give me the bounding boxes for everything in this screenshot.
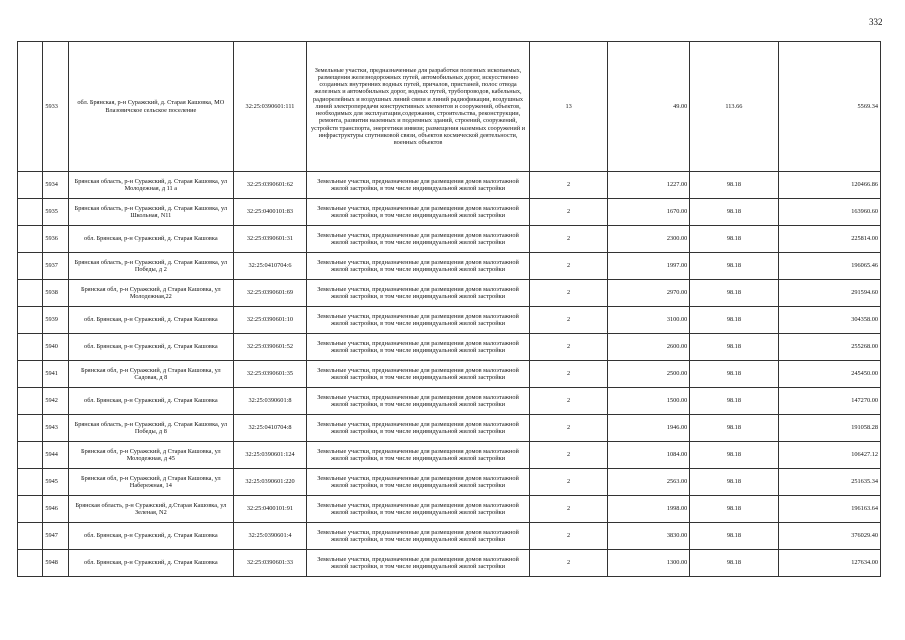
area-cell: 2300.00 <box>608 226 690 253</box>
use-group-cell: 2 <box>530 307 608 334</box>
blank-cell <box>18 523 43 550</box>
cadastral-value-cell: 251635.34 <box>778 469 880 496</box>
cadastral-number-cell: 32:25:0400101:91 <box>233 496 306 523</box>
cadastral-value-cell: 191058.28 <box>778 415 880 442</box>
address-cell: обл. Брянская, р-н Суражский, д. Старая Кашовка <box>68 226 233 253</box>
area-cell: 1670.00 <box>608 199 690 226</box>
row-number-cell: 5936 <box>43 226 68 253</box>
blank-cell <box>18 550 43 577</box>
table-row <box>18 280 881 307</box>
cadastral-value-cell: 147270.00 <box>778 388 880 415</box>
specific-value-cell: 98.18 <box>690 307 778 334</box>
specific-value-cell: 98.18 <box>690 199 778 226</box>
cadastral-number-cell: 32:25:0390601:69 <box>233 280 306 307</box>
cadastral-value-cell: 291594.60 <box>778 280 880 307</box>
permitted-use-cell: Земельные участки, предназначенные для размещения домов малоэтажной жилой застройки, в том числе индивидуальной жилой застройки <box>306 226 529 253</box>
row-number-cell: 5946 <box>43 496 68 523</box>
blank-cell <box>18 307 43 334</box>
cadastral-number-cell: 32:25:0390601:4 <box>233 523 306 550</box>
permitted-use-cell: Земельные участки, предназначенные для размещения домов малоэтажной жилой застройки, в том числе индивидуальной жилой застройки <box>306 550 529 577</box>
blank-cell <box>18 388 43 415</box>
row-number-cell: 5934 <box>43 172 68 199</box>
use-group-cell: 2 <box>530 172 608 199</box>
blank-cell <box>18 253 43 280</box>
cadastral-number-cell: 32:25:0390601:31 <box>233 226 306 253</box>
cadastral-number-cell: 32:25:0410704:8 <box>233 415 306 442</box>
area-cell: 1500.00 <box>608 388 690 415</box>
permitted-use-cell: Земельные участки, предназначенные для размещения домов малоэтажной жилой застройки, в том числе индивидуальной жилой застройки <box>306 442 529 469</box>
address-cell: Брянская область, р-н Суражский, д.Старая Кашовка, ул Зеленая, N2 <box>68 496 233 523</box>
cadastral-value-cell: 376029.40 <box>778 523 880 550</box>
specific-value-cell: 98.18 <box>690 253 778 280</box>
area-cell: 1998.00 <box>608 496 690 523</box>
area-cell: 1227.00 <box>608 172 690 199</box>
use-group-cell: 2 <box>530 496 608 523</box>
use-group-cell: 2 <box>530 280 608 307</box>
address-cell: обл. Брянская, р-н Суражский, д. Старая Кашовка <box>68 550 233 577</box>
table-row <box>18 550 881 577</box>
permitted-use-cell: Земельные участки, предназначенные для размещения домов малоэтажной жилой застройки, в том числе индивидуальной жилой застройки <box>306 496 529 523</box>
permitted-use-cell: Земельные участки, предназначенные для размещения домов малоэтажной жилой застройки, в том числе индивидуальной жилой застройки <box>306 415 529 442</box>
area-cell: 2600.00 <box>608 334 690 361</box>
table-row <box>18 469 881 496</box>
blank-cell <box>18 280 43 307</box>
specific-value-cell: 98.18 <box>690 469 778 496</box>
cadastral-number-cell: 32:25:0390601:33 <box>233 550 306 577</box>
row-number-cell: 5944 <box>43 442 68 469</box>
blank-cell <box>18 42 43 172</box>
specific-value-cell: 98.18 <box>690 550 778 577</box>
page-number: 332 <box>869 17 883 27</box>
address-cell: обл. Брянская, р-н Суражский, д. Старая Кашовка <box>68 334 233 361</box>
address-cell: Брянская обл, р-н Суражский, д Старая Кашовка, ул Молодежная,22 <box>68 280 233 307</box>
cadastral-value-cell: 225814.00 <box>778 226 880 253</box>
table-row <box>18 496 881 523</box>
area-cell: 3100.00 <box>608 307 690 334</box>
permitted-use-cell: Земельные участки, предназначенные для размещения домов малоэтажной жилой застройки, в том числе индивидуальной жилой застройки <box>306 307 529 334</box>
blank-cell <box>18 172 43 199</box>
area-cell: 1300.00 <box>608 550 690 577</box>
permitted-use-cell: Земельные участки, предназначенные для размещения домов малоэтажной жилой застройки, в том числе индивидуальной жилой застройки <box>306 388 529 415</box>
permitted-use-cell: Земельные участки, предназначенные для размещения домов малоэтажной жилой застройки, в том числе индивидуальной жилой застройки <box>306 199 529 226</box>
permitted-use-cell: Земельные участки, предназначенные для размещения домов малоэтажной жилой застройки, в том числе индивидуальной жилой застройки <box>306 469 529 496</box>
specific-value-cell: 113.66 <box>690 42 778 172</box>
row-number-cell: 5938 <box>43 280 68 307</box>
cadastral-value-cell: 163960.60 <box>778 199 880 226</box>
area-cell: 2970.00 <box>608 280 690 307</box>
address-cell: обл. Брянская, р-н Суражский, д. Старая Кашовка, МО Влазовичское сельское поселение <box>68 42 233 172</box>
row-number-cell: 5942 <box>43 388 68 415</box>
address-cell: обл. Брянская, р-н Суражский, д. Старая Кашовка <box>68 388 233 415</box>
cadastral-value-cell: 304358.00 <box>778 307 880 334</box>
specific-value-cell: 98.18 <box>690 496 778 523</box>
cadastral-number-cell: 32:25:0410704:6 <box>233 253 306 280</box>
area-cell: 1946.00 <box>608 415 690 442</box>
cadastral-number-cell: 32:25:0390601:8 <box>233 388 306 415</box>
cadastral-value-cell: 245450.00 <box>778 361 880 388</box>
permitted-use-cell: Земельные участки, предназначенные для разработки полезных ископаемых, размещения железнодорожных путей, автомобильных дорог, искусственно созданных внутренних водных путей, причалов, пристаней, полос отвода железных и автомобильных дорог, водных путей, трубопроводов, кабельных, радиорелейных и воздушных линий связи и линий радиофикации, воздушных линий электропередачи конструктивных элементов и сооружений, объектов, необходимых для эксплуатации,содержания, строительства, реконструкции, ремонта, развития наземных и подземных зданий, строений, сооружений, устройств транспорта, энергетики инвязи; размещения наземных сооружений и инфраструктуры спутниковой связи, объектов космической деятельности, военных объектов <box>306 42 529 172</box>
blank-cell <box>18 361 43 388</box>
row-number-cell: 5939 <box>43 307 68 334</box>
row-number-cell: 5948 <box>43 550 68 577</box>
table-row <box>18 172 881 199</box>
specific-value-cell: 98.18 <box>690 388 778 415</box>
table-body <box>18 42 881 577</box>
permitted-use-cell: Земельные участки, предназначенные для размещения домов малоэтажной жилой застройки, в том числе индивидуальной жилой застройки <box>306 361 529 388</box>
blank-cell <box>18 226 43 253</box>
use-group-cell: 2 <box>530 550 608 577</box>
specific-value-cell: 98.18 <box>690 523 778 550</box>
cadastral-value-cell: 255268.00 <box>778 334 880 361</box>
address-cell: Брянская область, р-н Суражский, д. Старая Кашовка, ул Победы, д 8 <box>68 415 233 442</box>
table-row <box>18 388 881 415</box>
area-cell: 1084.00 <box>608 442 690 469</box>
specific-value-cell: 98.18 <box>690 361 778 388</box>
cadastral-number-cell: 32:25:0390601:52 <box>233 334 306 361</box>
use-group-cell: 2 <box>530 253 608 280</box>
cadastral-number-cell: 32:25:0390601:111 <box>233 42 306 172</box>
area-cell: 2500.00 <box>608 361 690 388</box>
blank-cell <box>18 199 43 226</box>
address-cell: Брянская область, р-н Суражский, д. Старая Кашовка, ул Победы, д 2 <box>68 253 233 280</box>
use-group-cell: 2 <box>530 199 608 226</box>
table-row <box>18 334 881 361</box>
area-cell: 49.00 <box>608 42 690 172</box>
use-group-cell: 2 <box>530 523 608 550</box>
row-number-cell: 5935 <box>43 199 68 226</box>
table-row <box>18 42 881 172</box>
use-group-cell: 2 <box>530 334 608 361</box>
row-number-cell: 5947 <box>43 523 68 550</box>
use-group-cell: 2 <box>530 361 608 388</box>
row-number-cell: 5945 <box>43 469 68 496</box>
blank-cell <box>18 496 43 523</box>
row-number-cell: 5943 <box>43 415 68 442</box>
permitted-use-cell: Земельные участки, предназначенные для размещения домов малоэтажной жилой застройки, в том числе индивидуальной жилой застройки <box>306 280 529 307</box>
address-cell: Брянская область, р-н Суражский, д. Старая Кашовка, ул Школьная, N11 <box>68 199 233 226</box>
address-cell: обл. Брянская, р-н Суражский, д. Старая Кашовка <box>68 307 233 334</box>
table-row <box>18 226 881 253</box>
table-row <box>18 523 881 550</box>
row-number-cell: 5940 <box>43 334 68 361</box>
specific-value-cell: 98.18 <box>690 442 778 469</box>
cadastral-value-cell: 5569.34 <box>778 42 880 172</box>
use-group-cell: 2 <box>530 442 608 469</box>
area-cell: 1997.00 <box>608 253 690 280</box>
area-cell: 2563.00 <box>608 469 690 496</box>
cadastral-value-cell: 106427.12 <box>778 442 880 469</box>
blank-cell <box>18 469 43 496</box>
cadastral-number-cell: 32:25:0390601:220 <box>233 469 306 496</box>
table-row <box>18 253 881 280</box>
blank-cell <box>18 415 43 442</box>
permitted-use-cell: Земельные участки, предназначенные для размещения домов малоэтажной жилой застройки, в том числе индивидуальной жилой застройки <box>306 334 529 361</box>
permitted-use-cell: Земельные участки, предназначенные для размещения домов малоэтажной жилой застройки, в том числе индивидуальной жилой застройки <box>306 172 529 199</box>
land-registry-table <box>17 41 881 577</box>
specific-value-cell: 98.18 <box>690 280 778 307</box>
table-row <box>18 307 881 334</box>
table-row <box>18 442 881 469</box>
cadastral-value-cell: 196065.46 <box>778 253 880 280</box>
cadastral-number-cell: 32:25:0390601:10 <box>233 307 306 334</box>
row-number-cell: 5941 <box>43 361 68 388</box>
area-cell: 3830.00 <box>608 523 690 550</box>
blank-cell <box>18 442 43 469</box>
use-group-cell: 13 <box>530 42 608 172</box>
address-cell: Брянская обл, р-н Суражский, д Старая Кашовка, ул Садовая, д 8 <box>68 361 233 388</box>
permitted-use-cell: Земельные участки, предназначенные для размещения домов малоэтажной жилой застройки, в том числе индивидуальной жилой застройки <box>306 253 529 280</box>
cadastral-number-cell: 32:25:0390601:124 <box>233 442 306 469</box>
cadastral-value-cell: 127634.00 <box>778 550 880 577</box>
row-number-cell: 5933 <box>43 42 68 172</box>
address-cell: Брянская обл, р-н Суражский, д Старая Кашовка, ул Набережная, 14 <box>68 469 233 496</box>
table-row <box>18 361 881 388</box>
cadastral-number-cell: 32:25:0390601:62 <box>233 172 306 199</box>
blank-cell <box>18 334 43 361</box>
specific-value-cell: 98.18 <box>690 415 778 442</box>
cadastral-value-cell: 196163.64 <box>778 496 880 523</box>
table-row <box>18 415 881 442</box>
cadastral-number-cell: 32:25:0390601:35 <box>233 361 306 388</box>
permitted-use-cell: Земельные участки, предназначенные для размещения домов малоэтажной жилой застройки, в том числе индивидуальной жилой застройки <box>306 523 529 550</box>
use-group-cell: 2 <box>530 415 608 442</box>
table-row <box>18 199 881 226</box>
use-group-cell: 2 <box>530 469 608 496</box>
address-cell: Брянская область, р-н Суражский, д. Старая Кашовка, ул Молодежная, д 11 а <box>68 172 233 199</box>
cadastral-value-cell: 120466.86 <box>778 172 880 199</box>
specific-value-cell: 98.18 <box>690 226 778 253</box>
specific-value-cell: 98.18 <box>690 334 778 361</box>
specific-value-cell: 98.18 <box>690 172 778 199</box>
cadastral-number-cell: 32:25:0400101:83 <box>233 199 306 226</box>
use-group-cell: 2 <box>530 388 608 415</box>
row-number-cell: 5937 <box>43 253 68 280</box>
address-cell: обл. Брянская, р-н Суражский, д. Старая Кашовка <box>68 523 233 550</box>
use-group-cell: 2 <box>530 226 608 253</box>
address-cell: Брянская обл, р-н Суражский, д Старая Кашовка, ул Молодежная, д 45 <box>68 442 233 469</box>
